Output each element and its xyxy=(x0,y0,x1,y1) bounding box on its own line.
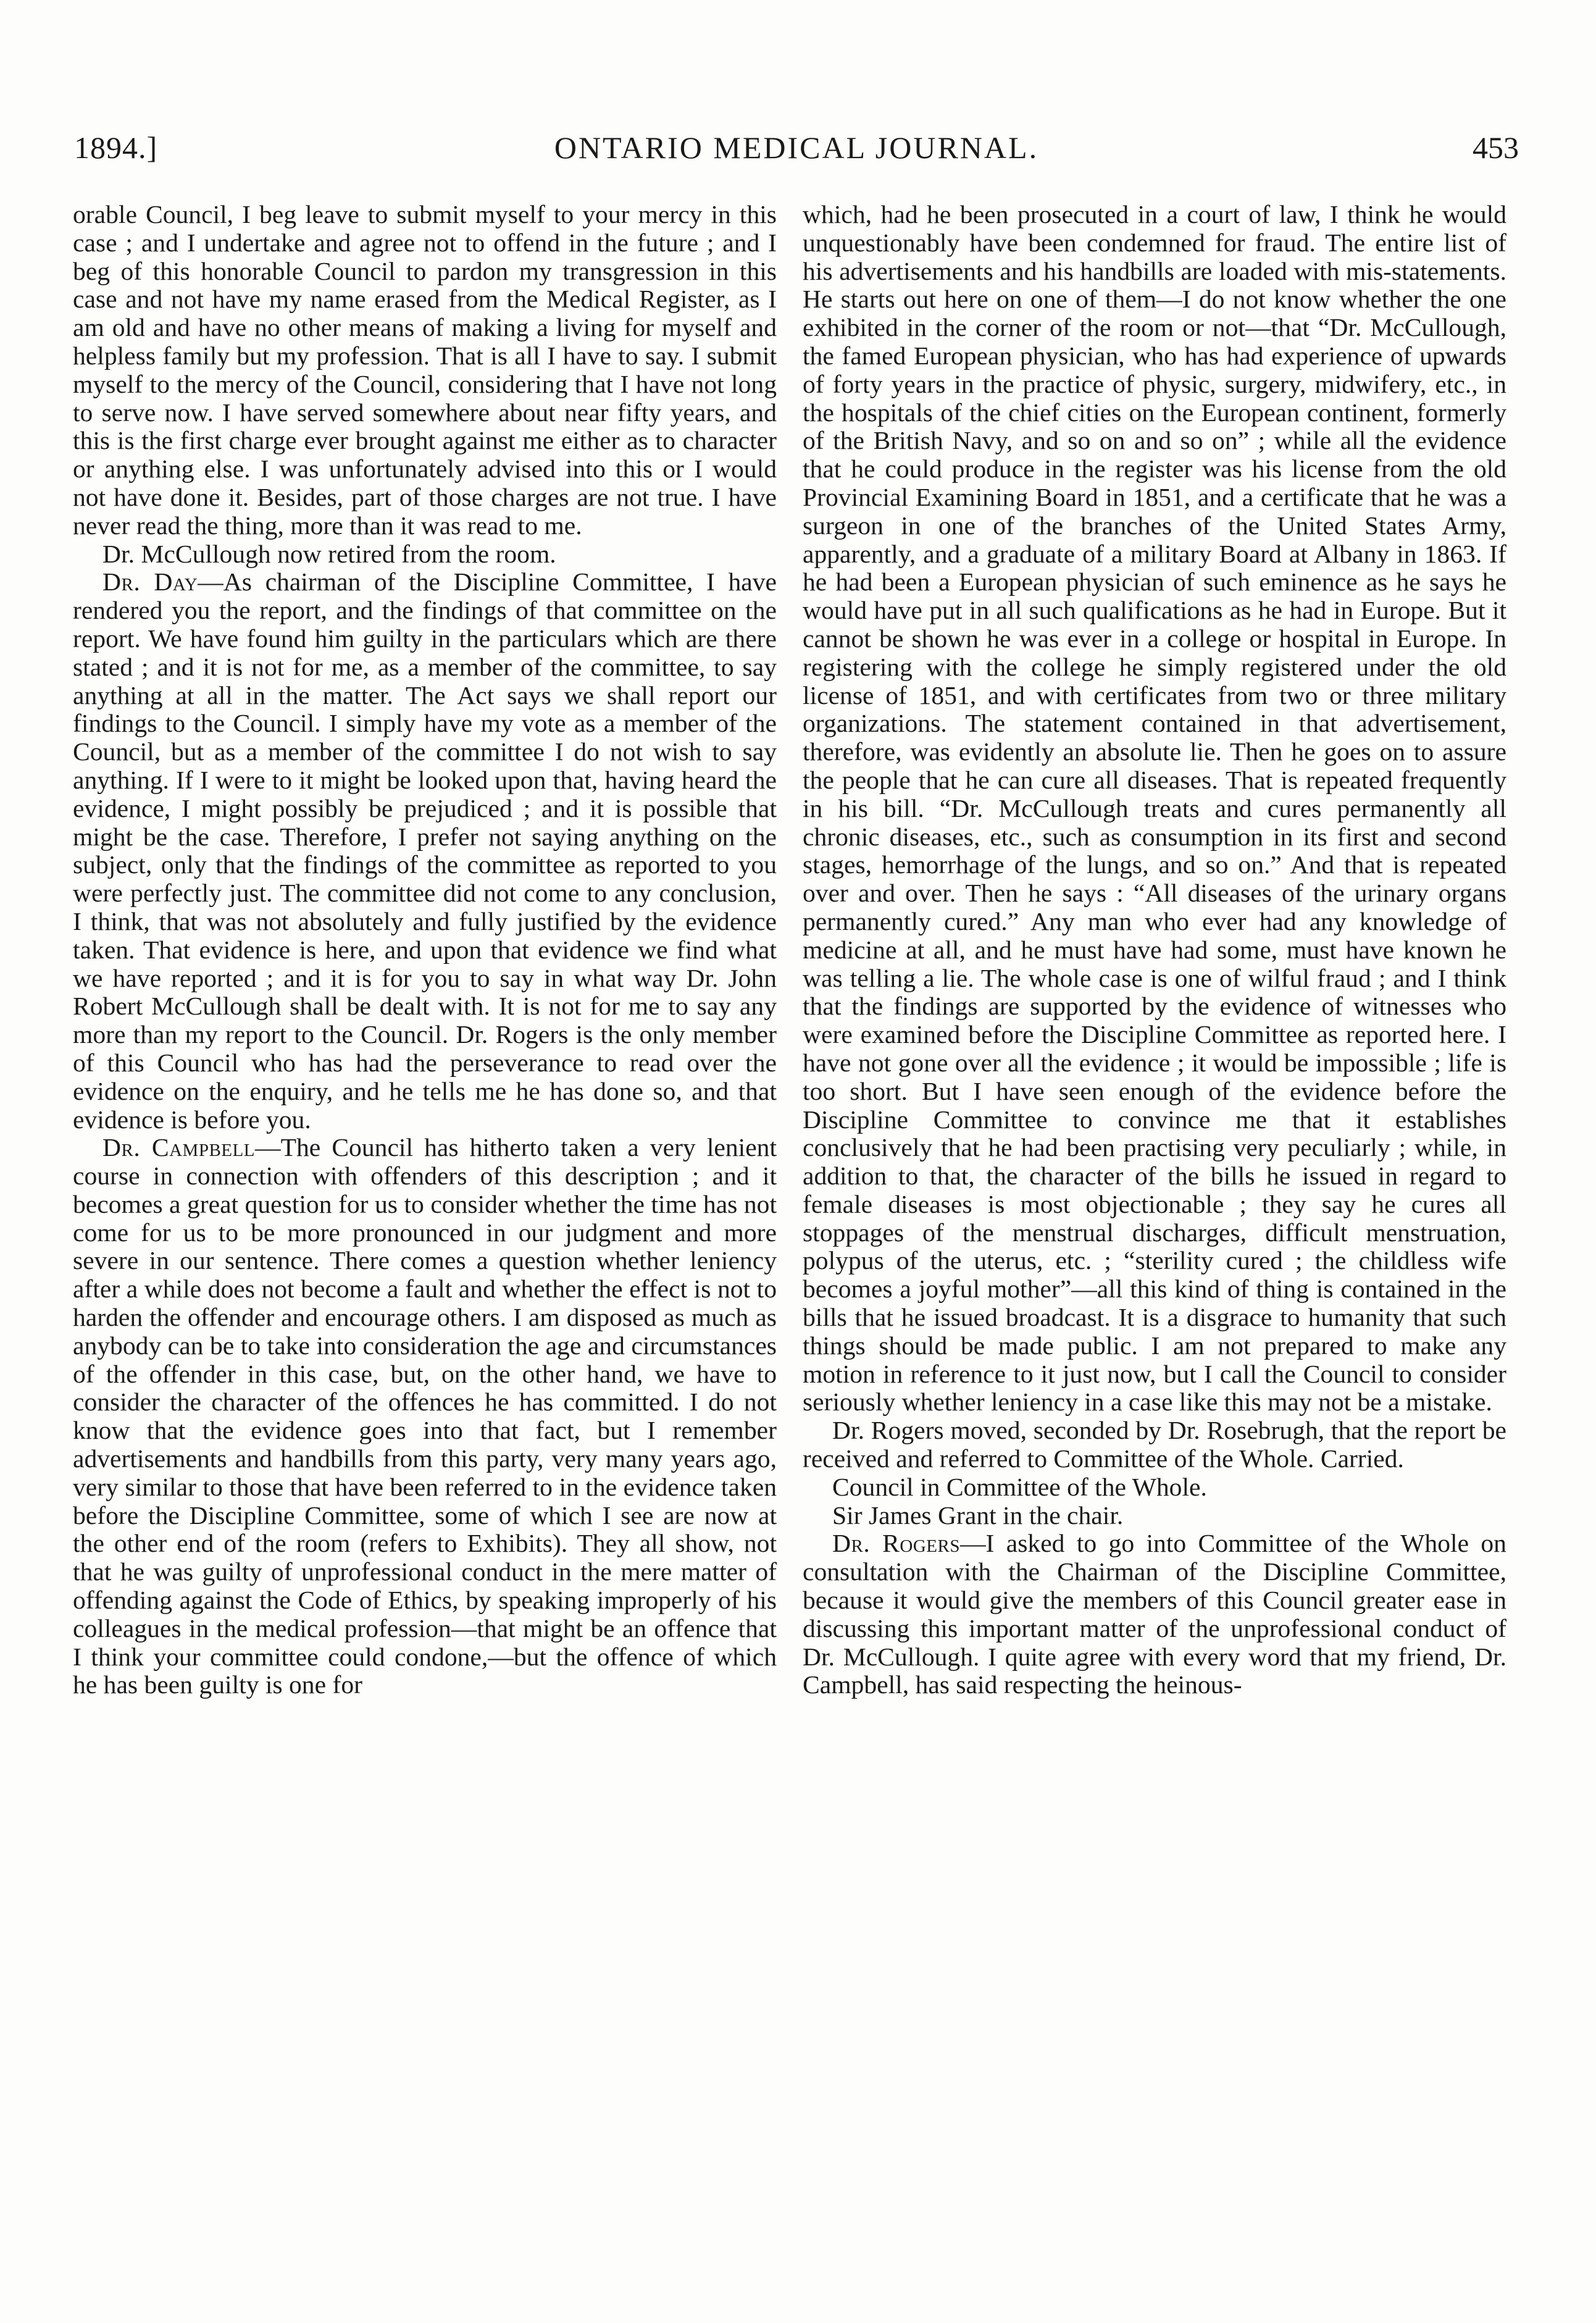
right-column xyxy=(803,201,1506,2300)
speech-text: —The Council has hitherto taken a very lenient course in connection with offenders of this description ; and it becomes a great question for us to consider whether the time has not come for us to be more pronounced in our judgment and more severe in our sentence. There comes a question whether leniency after a while does not become a fault and whether the effect is not to harden the offender and encourage others. I am disposed as much as anybody can be to take into consideration the age and circumstances of the offender in this case, but, on the other hand, we have to consider the character of the offences he has committed. I do not know that the evidence goes into that fact, but I remember advertisements and handbills from this party, very many years ago, very similar to those that have been referred to in the evidence taken before the Discipline Committee, some of which I see are now at the other end of the room (refers to Exhibits). They all show, not that he was guilty of unprofessional conduct in the mere matter of offending against the Code of Ethics, by speaking improperly of his colleagues in the medical profession—that might be an offence that I think your committee could condone,—but the offence of which he has been guilty is one for xyxy=(73,1133,777,1699)
journal-title: ONTARIO MEDICAL JOURNAL. xyxy=(554,130,1039,165)
speech-text: —I asked to go into Committee of the Whole on consultation with the Chairman of the Discipline Committee, because it would give the members of this Council greater ease in discussing this important matter of the unprofessional conduct of Dr. McCullough. I quite agree with every word that my friend, Dr. Campbell, has said respecting the heinous- xyxy=(803,1529,1506,1699)
paragraph: Sir James Grant in the chair. xyxy=(832,1501,1124,1530)
paragraph: Council in Committee of the Whole. xyxy=(832,1472,1207,1501)
paragraph: orable Council, I beg leave to submit myself to your mercy in this case ; and I undertake and agree not to offend in the future ; and I beg of this honorable Council to pardon my transgression in this case and not have my name erased from the Medical Register, as I am old and have no other means of making a living for myself and helpless family but my profession. That is all I have to say. I submit myself to the mercy of the Council, considering that I have not long to serve now. I have served somewhere about near fifty years, and this is the first charge ever brought against me either as to character or anything else. I was unfortunately advised into this or I would not have done it. Besides, part of those charges are not true. I have never read the thing, more than it was read to me. xyxy=(73,201,777,540)
paragraph: Dr. Rogers moved, seconded by Dr. Rosebrugh, that the report be received and referred to Committee of the Whole. Carried. xyxy=(803,1416,1506,1473)
paragraph xyxy=(73,1134,777,1699)
paragraph xyxy=(73,568,777,1134)
paragraph: Dr. McCullough now retired from the room. xyxy=(102,539,556,568)
speaker-name: Dr. Campbell xyxy=(102,1133,255,1162)
left-column xyxy=(73,201,777,2300)
speaker-name: Dr. Day xyxy=(102,567,198,596)
speech-text: —As chairman of the Discipline Committee, I have rendered you the report, and the findings of that committee on the report. We have found him guilty in the particulars which are there stated ; and it is not for me, as a member of the committee, to say anything at all in the matter. The Act says we shall report our findings to the Council. I simply have my vote as a member of the Council, but as a member of the committee I do not wish to say anything. If I were to it might be looked upon that, having heard the evidence, I might possibly be prejudiced ; and it is possible that might be the case. Therefore, I prefer not saying anything on the subject, only that the findings of the committee as reported to you were perfectly just. The committee did not come to any conclusion, I think, that was not absolutely and fully justified by the evidence taken. That evidence is here, and upon that evidence we find what we have reported ; and it is for you to say in what way Dr. John Robert McCullough shall be dealt with. It is not for me to say any more than my report to the Council. Dr. Rogers is the only member of this Council who has had the perseverance to read over the evidence on the enquiry, and he tells me he has done so, and that evidence is before you. xyxy=(73,567,777,1134)
issue-year: 1894.] xyxy=(74,130,158,165)
page-number: 453 xyxy=(1473,130,1519,165)
paragraph: which, had he been prosecuted in a court of law, I think he would unquestionably have been condemned for fraud. The entire list of his advertisements and his handbills are loaded with mis-statements. He starts out here on one of them—I do not know whether the one exhibited in the corner of the room or not—that “Dr. McCullough, the famed European physician, who has had experience of upwards of forty years in the practice of physic, surgery, midwifery, etc., in the hospitals of the chief cities on the European continent, formerly of the British Navy, and so on and so on” ; while all the evidence that he could produce in the register was his license from the old Provincial Examining Board in 1851, and a certificate that he was a surgeon in one of the branches of the United States Army, apparently, and a graduate of a military Board at Albany in 1863. If he had been a European physician of such eminence as he says he would have put in all such qualifications as he had in Europe. But it cannot be shown he was ever in a college or hospital in Europe. In registering with the college he simply registered under the old license of 1851, and with certificates from two or three military organizations. The statement contained in that advertisement, therefore, was evidently an absolute lie. Then he goes on to assure the people that he can cure all diseases. That is repeated frequently in his bill. “Dr. McCullough treats and cures permanently all chronic diseases, etc., such as consumption in its first and second stages, hemorrhage of the lungs, and so on.” And that is repeated over and over. Then he says : “All diseases of the urinary organs permanently cured.” Any man who ever had any knowledge of medicine at all, and he must have had some, must have known he was telling a lie. The whole case is one of wilful fraud ; and I think that the findings are supported by the evidence of witnesses who were examined before the Discipline Committee as reported here. I have not gone over all the evidence ; it would be impossible ; life is too short. But I have seen enough of the evidence before the Discipline Committee to convince me that it establishes conclusively that he had been practising very peculiarly ; while, in addition to that, the character of the bills he issued in regard to female diseases is most objectionable ; they say he cures all stoppages of the menstrual discharges, difficult menstruation, polypus of the uterus, etc. ; “sterility cured ; the childless wife becomes a joyful mother”—all this kind of thing is contained in the bills that he issued broadcast. It is a disgrace to humanity that such things should be made public. I am not prepared to make any motion in reference to it just now, but I call the Council to consider seriously whether leniency in a case like this may not be a mistake. xyxy=(803,201,1506,1417)
running-header xyxy=(74,130,1519,173)
speaker-name: Dr. Rogers xyxy=(832,1529,960,1558)
paragraph xyxy=(803,1530,1506,1699)
